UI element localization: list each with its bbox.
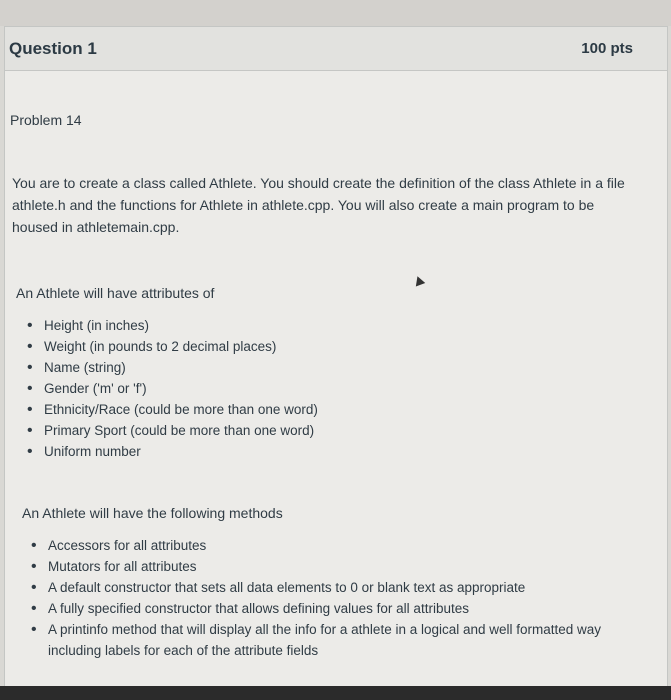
question-header: [5, 27, 667, 71]
top-gap: [0, 0, 671, 26]
list-item: • Ethnicity/Race (could be more than one word): [27, 401, 318, 418]
bullet-icon: •: [27, 401, 33, 418]
attributes-list: [24, 315, 318, 462]
attributes-heading: An Athlete will have attributes of: [16, 285, 215, 301]
bullet-icon: •: [27, 359, 33, 376]
bullet-icon: •: [27, 380, 33, 397]
bullet-icon: •: [31, 537, 37, 554]
problem-label: Problem 14: [10, 112, 82, 128]
list-item: • Name (string): [27, 359, 126, 376]
bullet-icon: •: [27, 317, 33, 334]
bullet-icon: •: [31, 621, 37, 638]
list-item: • A fully specified constructor that allows defining values for all attributes: [31, 600, 469, 617]
list-item: • A default constructor that sets all data elements to 0 or blank text as appropriate: [31, 579, 526, 596]
bullet-icon: •: [31, 558, 37, 575]
bullet-icon: •: [31, 579, 37, 596]
list-item: • Primary Sport (could be more than one word): [27, 422, 315, 439]
list-item: • Height (in inches): [27, 317, 150, 334]
list-item: • Mutators for all attributes: [31, 558, 197, 575]
question-title: Question 1: [9, 39, 97, 58]
list-item: • Gender ('m' or 'f'): [27, 380, 147, 397]
list-item: • A printinfo method that will display all the info for a athlete in a logical and well formatted way including labels for each of the attribute fields: [31, 621, 602, 658]
intro-paragraph: You are to create a class called Athlete. You should create the definition of the class Athlete in a file athlete.h and the functions for Athlete in athlete.cpp. You will also create a main program to be housed in athletemain.cpp.: [12, 175, 625, 235]
bullet-icon: •: [31, 600, 37, 617]
methods-list: [28, 535, 638, 661]
bottom-bar: [0, 686, 671, 700]
list-item: • Weight (in pounds to 2 decimal places): [27, 338, 277, 355]
list-item: • Uniform number: [27, 443, 141, 460]
bullet-icon: •: [27, 338, 33, 355]
bullet-icon: •: [27, 443, 33, 460]
list-item: • Accessors for all attributes: [31, 537, 207, 554]
bullet-icon: •: [27, 422, 33, 439]
question-points: 100 pts: [581, 40, 633, 57]
methods-heading: An Athlete will have the following methods: [22, 505, 283, 521]
